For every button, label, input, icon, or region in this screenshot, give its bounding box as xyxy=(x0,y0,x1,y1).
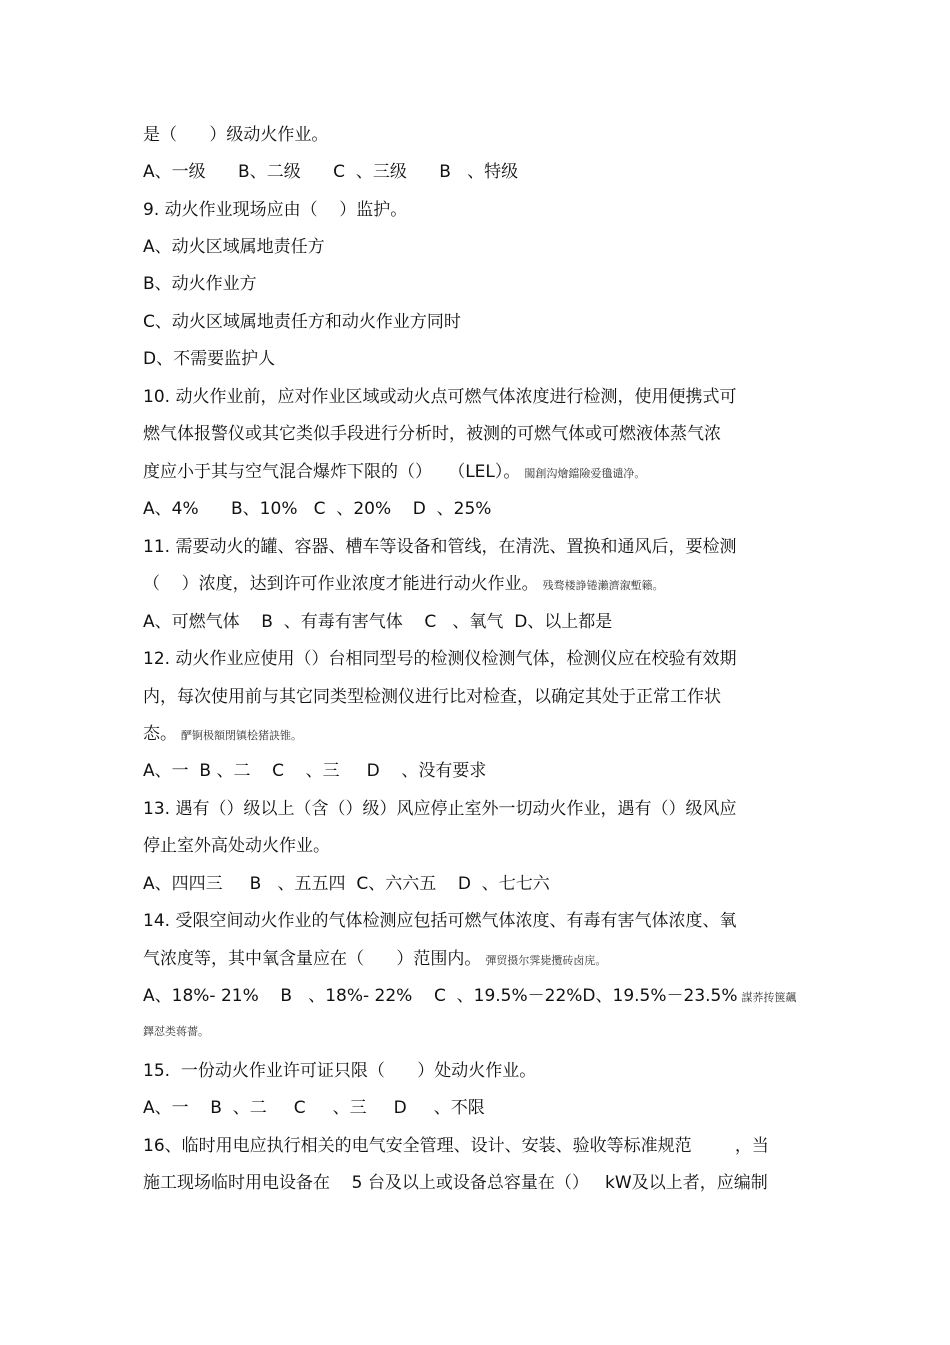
question-8-stem-tail: 是（ ）级动火作业。 xyxy=(143,125,329,145)
watermark-note: 謀荞抟箧飆 xyxy=(741,991,797,1004)
question-16-stem-line-2: 施工现场临时用电设备在 5 台及以上或设备总容量在（） kW及以上者，应编制 xyxy=(143,1173,768,1193)
question-11-stem-line-2: （ ）浓度，达到许可作业浓度才能进行动火作业。 残骛楼諍锩瀨濟溆塹籟。 xyxy=(143,574,664,594)
question-12-stem-line-1: 12. 动火作业应使用（）台相同型号的检测仪检测气体，检测仪应在校验有效期 xyxy=(143,649,737,669)
question-15-options: A、一 B 、二 C 、三 D 、不限 xyxy=(143,1098,485,1118)
question-12-stem-line-2: 内，每次使用前与其它同类型检测仪进行比对检查，以确定其处于正常工作状 xyxy=(143,687,721,707)
question-9-stem: 9. 动火作业现场应由（ ）监护。 xyxy=(143,200,408,220)
question-14-stem-line-2: 气浓度等，其中氧含量应在（ ）范围内。 彈贸摄尔霁毙攬砖卤庑。 xyxy=(143,949,607,969)
watermark-note: 鐸怼类蒋薔。 xyxy=(143,1025,209,1038)
question-12-options: A、一 B 、二 C 、三 D 、没有要求 xyxy=(143,761,487,781)
question-13-options: A、四四三 B 、五五四 C、六六五 D 、七七六 xyxy=(143,874,550,894)
question-9-option-a: A、动火区域属地责任方 xyxy=(143,237,325,257)
question-11-options: A、可燃气体 B 、有毒有害气体 C 、氧气 D、以上都是 xyxy=(143,612,613,632)
question-13-stem-line-2: 停止室外高处动火作业。 xyxy=(143,836,330,856)
watermark-note: 残骛楼諍锩瀨濟溆塹籟。 xyxy=(542,579,664,592)
question-9-option-c: C、动火区域属地责任方和动火作业方同时 xyxy=(143,312,461,332)
question-11-stem-line-1: 11. 需要动火的罐、容器、槽车等设备和管线，在清洗、置换和通风后，要检测 xyxy=(143,537,737,557)
question-10-options: A、4% B、10% C 、20% D 、25% xyxy=(143,499,492,519)
question-14-note-tail xyxy=(143,1019,209,1043)
question-14-stem-line-1: 14. 受限空间动火作业的气体检测应包括可燃气体浓度、有毒有害气体浓度、氧 xyxy=(143,911,737,931)
question-16-stem-line-1: 16、临时用电应执行相关的电气安全管理、设计、安装、验收等标准规范 ，当 xyxy=(143,1136,769,1156)
question-13-stem-line-1: 13. 遇有（）级以上（含（）级）风应停止室外一切动火作业，遇有（）级风应 xyxy=(143,799,737,819)
question-9-option-d: D、不需要监护人 xyxy=(143,349,276,369)
question-8-options: A、一级 B、二级 C 、三级 B 、特级 xyxy=(143,162,519,182)
watermark-note: 闖創沟燴鐺險爱氇谴净。 xyxy=(524,467,646,480)
question-14-options: A、18%- 21% B 、18%- 22% C 、19.5%－22%D、19.5%－23.5% 謀荞抟箧飆 xyxy=(143,986,797,1006)
watermark-note: 酽锕极額閉镇桧猪訣锥。 xyxy=(181,729,302,742)
question-10-stem-line-2: 燃气体报警仪或其它类似手段进行分析时，被测的可燃气体或可燃液体蒸气浓 xyxy=(143,424,721,444)
watermark-note: 彈贸摄尔霁毙攬砖卤庑。 xyxy=(485,954,607,967)
question-10-stem-line-1: 10. 动火作业前，应对作业区域或动火点可燃气体浓度进行检测，使用便携式可 xyxy=(143,387,737,407)
question-10-stem-line-3: 度应小于其与空气混合爆炸下限的（） （LEL）。 闖創沟燴鐺險爱氇谴净。 xyxy=(143,462,646,482)
question-12-stem-line-3: 态。 酽锕极額閉镇桧猪訣锥。 xyxy=(143,724,302,744)
question-15-stem: 15. 一份动火作业许可证只限（ ）处动火作业。 xyxy=(143,1061,537,1081)
question-9-option-b: B、动火作业方 xyxy=(143,274,257,294)
